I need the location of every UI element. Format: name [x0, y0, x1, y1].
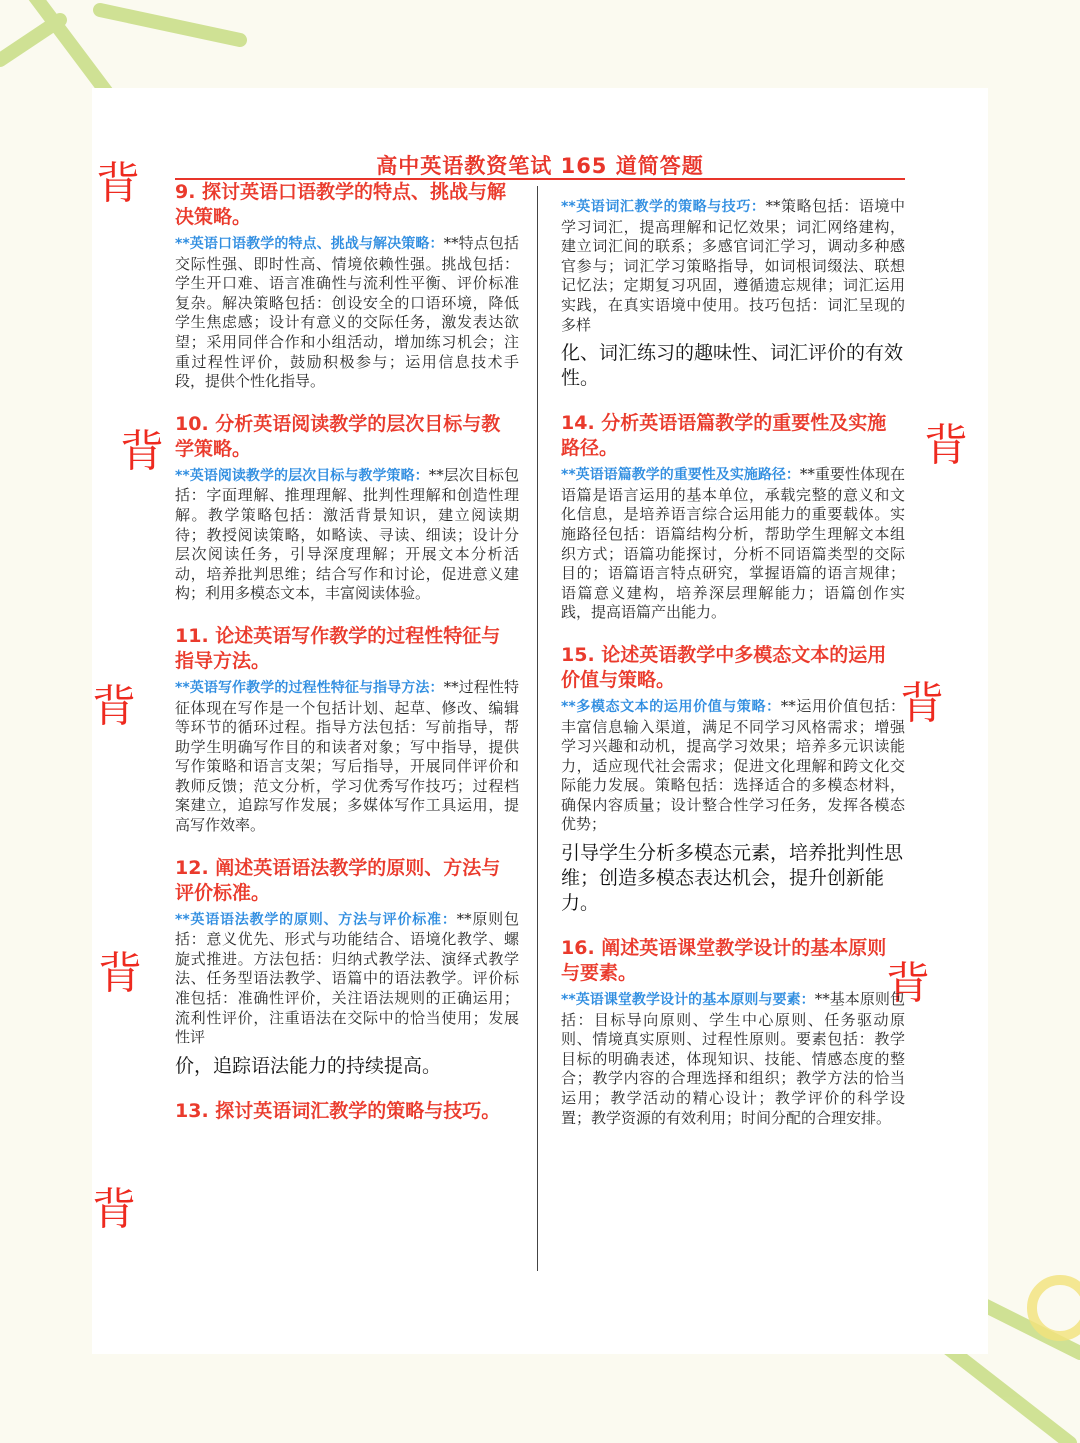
answer-body: **策略包括：语境中学习词汇，提高理解和记忆效果；词汇网络建构，建立词汇间的联系；多感官词汇学习，调动多种感官参与；词汇学习策略指导，如词根词缀法、联想记忆法；定期复习巩固，遵循遗忘规律；词汇运用实践，在真实语境中使用。技巧包括：词汇呈现的多样: [561, 197, 905, 334]
answer-lead: **英语语法教学的原则、方法与评价标准：: [175, 911, 457, 928]
question-title: 16. 阐述英语课堂教学设计的基本原则与要素。: [561, 937, 887, 985]
question-11: [175, 624, 519, 836]
question-title: 15. 论述英语教学中多模态文本的运用价值与策略。: [561, 643, 887, 691]
answer-body: **过程性特征体现在写作是一个包括计划、起草、修改、编辑等环节的循环过程。指导方法包括：写前指导，帮助学生明确写作目的和读者对象；写中指导，提供写作策略和语言支架；写后指导，开展同伴评价和教师反馈；范文分析，学习优秀写作技巧；过程档案建立，追踪写作发展；多媒体写作工具运用，提高写作效率。: [175, 677, 519, 835]
answer-lead: **英语语篇教学的重要性及实施路径：: [561, 467, 800, 484]
answer-text: [561, 697, 905, 835]
answer-lead: **英语阅读教学的层次目标与教学策略：: [175, 467, 429, 484]
answer-text: [561, 197, 905, 335]
page-title: 高中英语教资笔试 165 道简答题: [376, 154, 704, 178]
recite-stamp: 背: [120, 426, 164, 477]
answer-lead: **英语词汇教学的策略与技巧：: [561, 199, 766, 215]
answer-text: [175, 234, 519, 392]
recite-stamp: 背: [886, 958, 930, 1009]
question-title: 14. 分析英语语篇教学的重要性及实施路径。: [561, 412, 887, 460]
answer-lead: **英语写作教学的过程性特征与指导方法：: [175, 679, 444, 696]
recite-stamp: 背: [96, 158, 140, 209]
question-12: [175, 856, 519, 1079]
answer-text: [175, 910, 519, 1048]
answer-body: **原则包括：意义优先、形式与功能结合、语境化教学、螺旋式推进。方法包括：归纳式教学法、演绎式教学法、任务型语法教学、语篇中的语法教学。评价标准包括：准确性评价，关注语法规则的正确运用；流利性评价，注重语法在交际中的恰当使用；发展性评: [175, 909, 519, 1047]
answer-body: **层次目标包括：字面理解、推理理解、批判性理解和创造性理解。教学策略包括：激活背景知识，建立阅读期待；教授阅读策略，如略读、寻读、细读；设计分层次阅读任务，引导深度理解；开展文本分析活动，培养批判思维；结合写作和讨论，促进意义建构；利用多模态文本，丰富阅读体验。: [175, 465, 519, 603]
answer-body: **运用价值包括：丰富信息输入渠道，满足不同学习风格需求；增强学习兴趣和动机，提高学习效果；培养多元识读能力，适应现代社会需求；促进文化理解和跨文化交际能力发展。策略包括：选择适合的多模态材料，确保内容质量；设计整合性学习任务，发挥各模态优势；: [561, 696, 905, 834]
question-9: [175, 180, 519, 392]
answer-body: **特点包括交际性强、即时性高、情境依赖性强。挑战包括：学生开口难、语言准确性与流利性平衡、评价标准复杂。解决策略包括：创设安全的口语环境，降低学生焦虑感；设计有意义的交际任务，激发表达欲望；采用同伴合作和小组活动，增加练习机会；注重过程性评价，鼓励积极参与；运用信息技术手段，提供个性化指导。: [175, 234, 519, 391]
answer-text: [175, 678, 519, 836]
left-column: [175, 180, 519, 1128]
recite-stamp: 背: [924, 420, 968, 471]
question-title: 12. 阐述英语语法教学的原则、方法与评价标准。: [175, 856, 501, 904]
question-title: 10. 分析英语阅读教学的层次目标与教学策略。: [175, 412, 501, 460]
question-14: [561, 411, 905, 623]
answer-continuation: 引导学生分析多模态元素，培养批判性思维；创造多模态表达机会，提升创新能力。: [561, 842, 904, 915]
question-15: [561, 643, 905, 916]
answer-body: **重要性体现在语篇是语言运用的基本单位，承载完整的意义和文化信息，是培养语言综合运用能力的重要载体。实施路径包括：语篇结构分析，帮助学生理解文本组织方式；语篇功能探讨，分析不同语篇类型的交际目的；语篇语言特点研究，掌握语篇的语言规律；语篇意义建构，培养深层理解能力；语篇创作实践，提高语篇产出能力。: [561, 465, 905, 622]
question-13-answer: [561, 197, 905, 391]
answer-continuation: 价，追踪语法能力的持续提高。: [175, 1054, 442, 1077]
column-divider: [537, 186, 538, 1271]
right-column: [561, 197, 905, 1148]
answer-body: **基本原则包括：目标导向原则、学生中心原则、任务驱动原则、情境真实原则、过程性原则。要素包括：教学目标的明确表述，体现知识、技能、情感态度的整合；教学内容的合理选择和组织；教学方法的恰当运用；教学活动的精心设计；教学评价的科学设置；教学资源的有效利用；时间分配的合理安排。: [561, 990, 905, 1127]
answer-lead: **多模态文本的运用价值与策略：: [561, 698, 781, 715]
answer-text: [561, 990, 905, 1128]
recite-stamp: 背: [92, 681, 136, 732]
recite-stamp: 背: [92, 1184, 136, 1235]
answer-text: [561, 465, 905, 623]
answer-continuation: 化、词汇练习的趣味性、词汇评价的有效性。: [561, 342, 904, 390]
question-title: 13. 探讨英语词汇教学的策略与技巧。: [175, 1099, 501, 1122]
answer-text: [175, 466, 519, 604]
answer-lead: **英语课堂教学设计的基本原则与要素：: [561, 992, 815, 1009]
question-16: [561, 936, 905, 1128]
recite-stamp: 背: [900, 678, 944, 729]
question-title: 9. 探讨英语口语教学的特点、挑战与解决策略。: [175, 181, 507, 228]
question-10: [175, 412, 519, 604]
question-13-heading: [175, 1099, 519, 1124]
question-title: 11. 论述英语写作教学的过程性特征与指导方法。: [175, 624, 501, 672]
recite-stamp: 背: [98, 948, 142, 999]
answer-lead: **英语口语教学的特点、挑战与解决策略：: [175, 236, 444, 252]
